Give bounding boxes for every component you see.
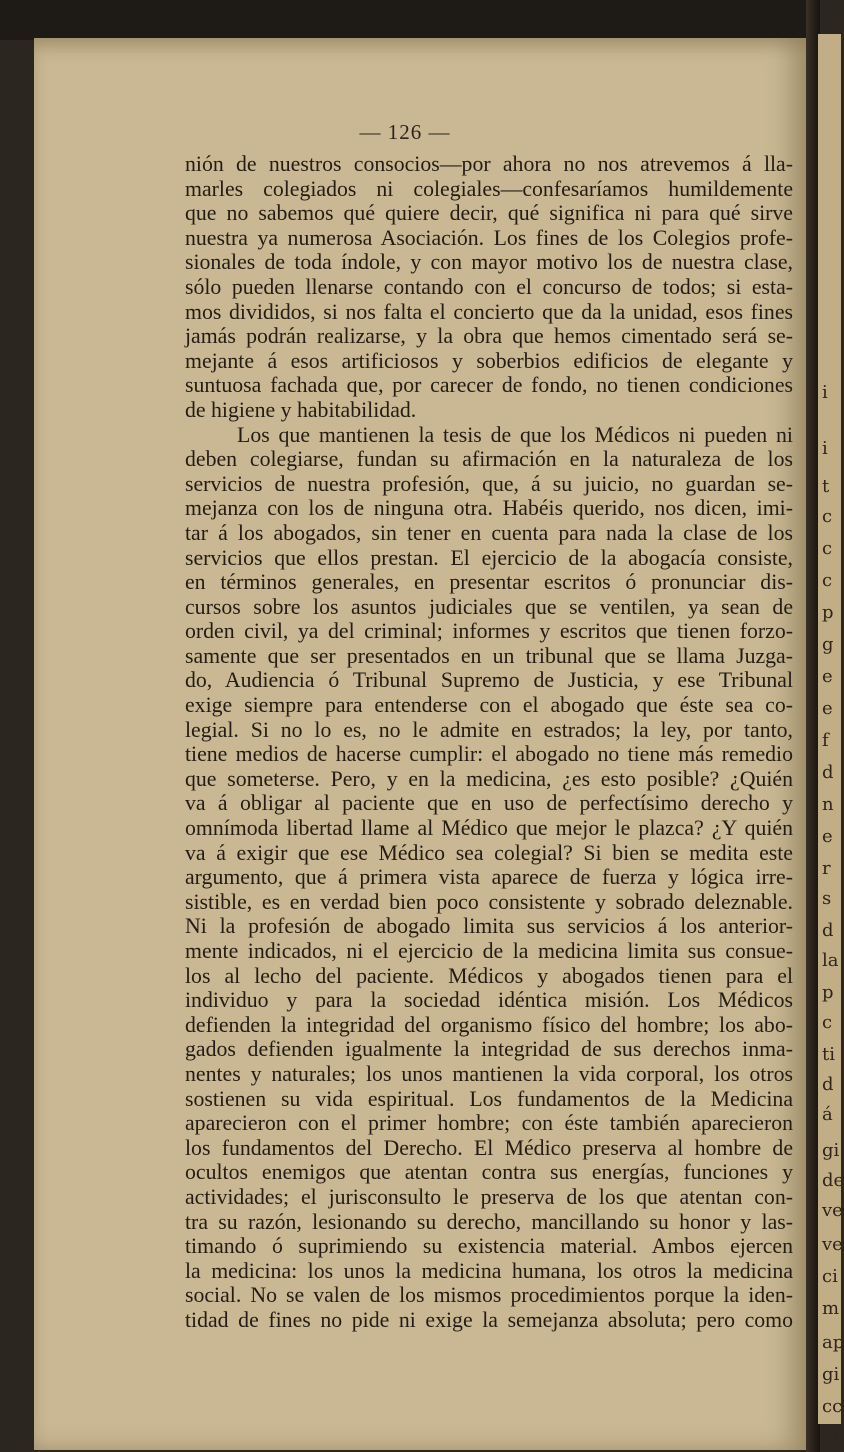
adjacent-page-fragment: m [822,1298,840,1319]
adjacent-page-fragment: g [822,634,834,655]
adjacent-page-fragment: s [822,888,832,909]
text-line: servicios de nuestra profesión, que, á su juicio, no guardan se- [185,471,793,496]
text-line: tiene medios de hacerse cumplir: el abogado no tiene más remedio [185,742,793,767]
text-line: mos divididos, si nos falta el concierto que da la unidad, esos fines [185,299,793,324]
text-line: sionales de toda índole, y con mayor motivo los de nuestra clase, [185,250,793,275]
scan-top-edge [0,0,810,40]
text-line: sistible, es en verdad bien poco consistente y sobrado deleznable. [185,889,793,914]
text-line: mente indicados, ni el ejercicio de la medicina limita sus consue- [185,939,793,963]
text-line: sostienen su vida espiritual. Los fundamentos de la Medicina [185,1086,793,1111]
adjacent-page-fragment: p [822,982,834,1003]
adjacent-page-fragment: e [822,826,833,847]
adjacent-page-fragment: ve [822,1234,843,1255]
text-line: de higiene y habitabilidad. [185,397,417,422]
adjacent-page-fragment: cc [822,1396,843,1417]
adjacent-page-fragment: c [822,538,833,559]
text-line: que no sabemos qué quiere decir, qué significa ni para qué sirve [185,201,793,226]
adjacent-page-fragment: c [822,570,833,591]
adjacent-page-fragment: t [822,476,830,497]
adjacent-page-fragment: d [822,920,834,941]
text-line: do, Audiencia ó Tribunal Supremo de Justicia, y ese Tribunal [185,668,793,693]
text-line: legial. Si no lo es, no le admite en estrados; la ley, por tanto, [185,717,793,742]
text-line: aparecieron con el primer hombre; con éste también aparecieron [185,1111,793,1136]
adjacent-page-fragment: p [822,602,834,623]
text-line: samente que ser presentados en un tribunal que se llama Juzga- [185,643,793,668]
adjacent-page-fragment: á [822,1104,833,1125]
text-line: marles colegiados ni colegiales—confesaríamos humildemente [185,176,793,201]
adjacent-page-fragment: i [822,438,828,459]
adjacent-page-fragment: ti [822,1044,835,1065]
adjacent-page-fragment: e [822,666,833,687]
body-text [185,152,793,1333]
text-line: nuestra ya numerosa Asociación. Los fines de los Colegios profe- [185,225,793,250]
text-line: suntuosa fachada que, por carecer de fondo, no tienen condiciones [185,373,793,398]
adjacent-page-fragment: f [822,730,829,751]
text-line: exige siempre para entenderse con el abogado que éste sea co- [185,693,793,718]
text-line: nentes y naturales; los unos mantienen la vida corporal, los otros [185,1061,793,1086]
adjacent-page-edge [818,34,844,1449]
adjacent-page-fragment: ve [822,1200,843,1221]
text-line: Los que mantienen la tesis de que los Médicos ni pueden ni [237,422,793,447]
adjacent-page-fragment: al [822,1428,839,1449]
text-line: timando ó suprimiendo su existencia material. Ambos ejercen [185,1234,793,1259]
text-line: gados defienden igualmente la integridad de sus derechos inma- [185,1037,793,1062]
text-line: actividades; el jurisconsulto le preserva de los que atentan con- [185,1184,793,1209]
adjacent-page-fragment: r [822,858,831,879]
text-line: jamás podrán realizarse, y la obra que hemos cimentado será se- [185,324,793,349]
text-line: nión de nuestros consocios—por ahora no nos atrevemos á lla- [185,152,793,176]
text-line: deben colegiarse, fundan su afirmación en la naturaleza de los [185,447,793,472]
text-line: argumento, que á primera vista aparece de fuerza y lógica irre- [185,865,793,890]
adjacent-page-fragment: c [822,1012,833,1033]
adjacent-page-fragment: n [822,794,834,815]
text-line: va á obligar al paciente que en uso de perfectísimo derecho y [185,791,793,816]
adjacent-page-fragment: e [822,698,833,719]
text-line: mejante á esos artificiosos y soberbios edificios de elegante y [185,348,793,373]
text-line: servicios que ellos prestan. El ejercicio de la abogacía consiste, [185,545,793,570]
text-line: individuo y para la sociedad idéntica misión. Los Médicos [185,988,793,1013]
text-line: Ni la profesión de abogado limita sus servicios á los anterior- [185,914,793,939]
text-line: tar á los abogados, sin tener en cuenta para nada la clase de los [185,520,793,545]
text-line: mejanza con los de ninguna otra. Habéis querido, nos dicen, imi- [185,496,793,521]
text-line: cursos sobre los asuntos judiciales que se ventilen, ya sean de [185,594,793,619]
text-line: en términos generales, en presentar escritos ó pronunciar dis- [185,570,793,595]
text-line: defienden la integridad del organismo físico del hombre; los abo- [185,1012,793,1037]
adjacent-page-fragment: d [822,1074,834,1095]
adjacent-page-fragment: de [822,1170,844,1191]
adjacent-page-fragment: i [822,382,828,403]
text-line: tidad de fines no pide ni exige la semejanza absoluta; pero como [185,1307,793,1332]
text-line: ocultos enemigos que atentan contra sus energías, funciones y [185,1160,793,1185]
text-line: los al lecho del paciente. Médicos y abogados tienen para el [185,963,793,988]
adjacent-page-fragment: la [822,950,839,971]
text-line: los fundamentos del Derecho. El Médico preserva al hombre de [185,1135,793,1160]
text-line: que someterse. Pero, y en la medicina, ¿es esto posible? ¿Quién [185,766,793,791]
adjacent-page-fragment: d [822,762,834,783]
text-line: social. No se valen de los mismos procedimientos porque la iden- [185,1283,793,1308]
adjacent-page-fragment: ap [822,1332,844,1353]
text-line: orden civil, ya del criminal; informes y escritos que tienen forzo- [185,619,793,644]
text-line: va á exigir que ese Médico sea colegial? Si bien se medita este [185,840,793,865]
page-number: — 126 — [359,120,451,144]
text-line: sólo pueden llenarse contando con el concurso de todos; si esta- [185,274,793,299]
adjacent-page-fragment: gi [822,1364,840,1385]
text-line: tra su razón, lesionando su derecho, mancillando su honor y las- [185,1209,793,1234]
text-line: omnímoda libertad llame al Médico que mejor le plazca? ¿Y quién [185,816,793,841]
adjacent-page-fragment: c [822,506,833,527]
adjacent-page-fragment: ci [822,1266,838,1287]
adjacent-page-fragment: gi [822,1140,840,1161]
text-line: la medicina: los unos la medicina humana, los otros la medicina [185,1258,793,1283]
